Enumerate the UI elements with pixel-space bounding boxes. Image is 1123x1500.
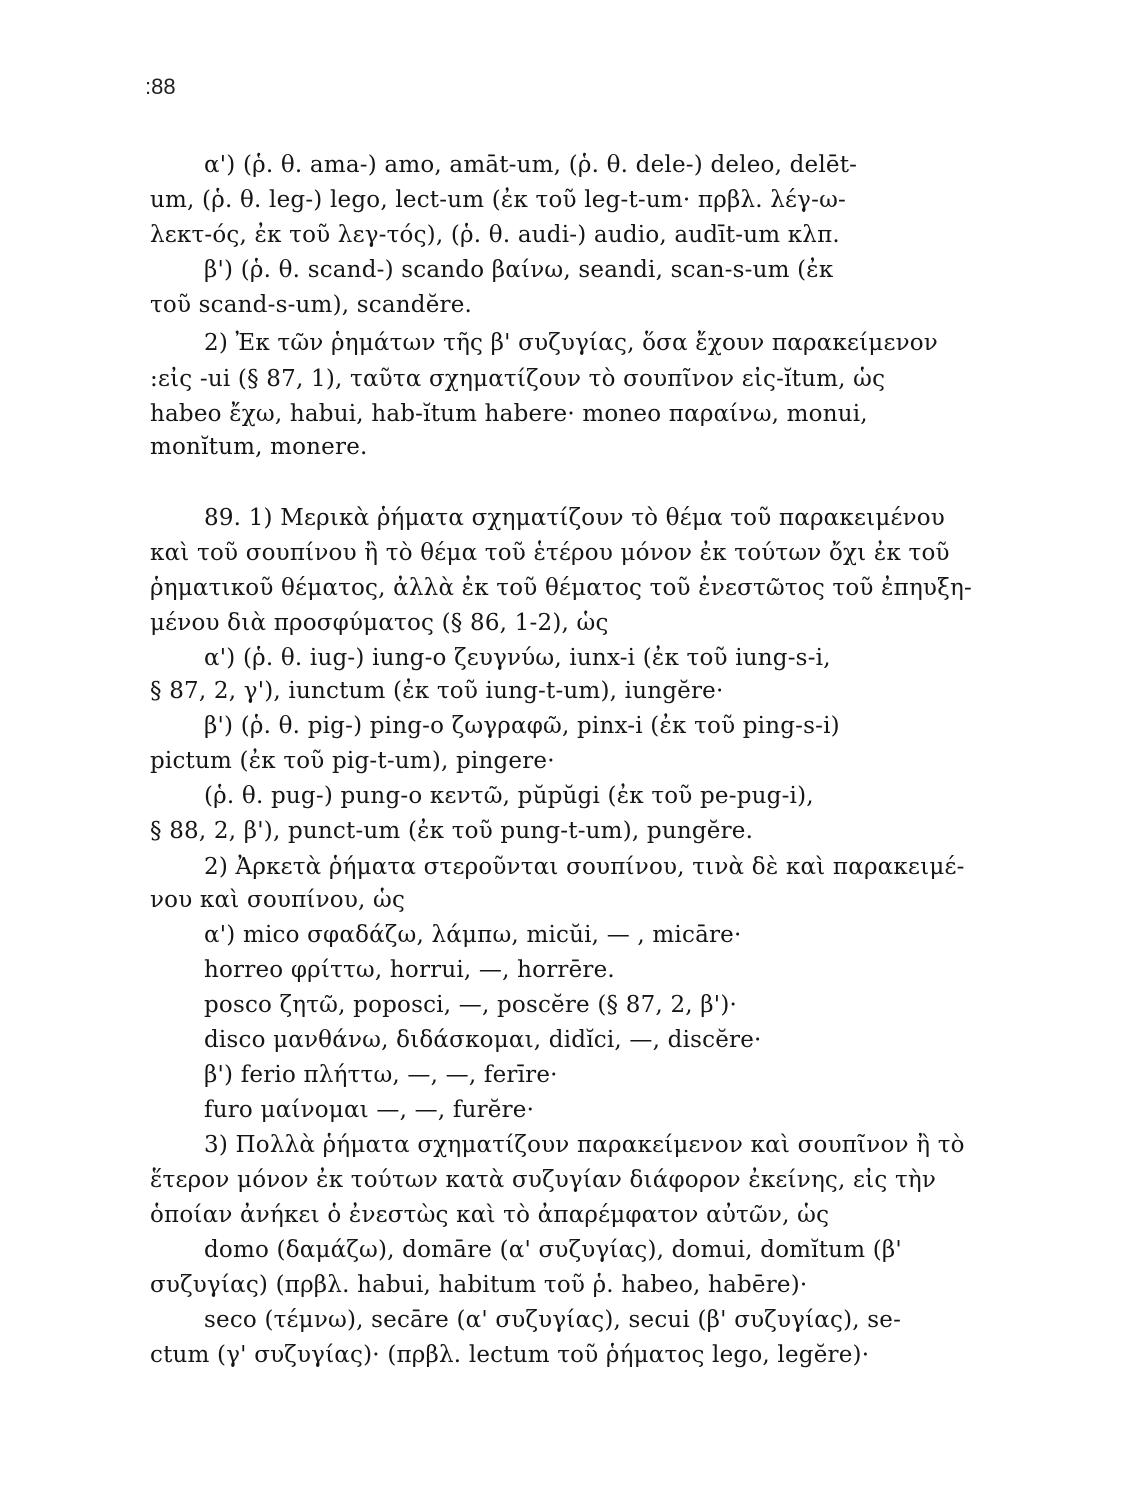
page-number: :88 (145, 74, 176, 99)
text-line: λεκτ-ός, ἐκ τοῦ λεγ-τός), (ῥ. θ. audi-) audio, audīt-um κλπ. (150, 222, 840, 248)
text-line: § 87, 2, γ'), iunctum (ἐκ τοῦ iung-t-um), iungĕre· (150, 678, 724, 704)
text-line: καὶ τοῦ σουπίνου ἢ τὸ θέμα τοῦ ἑτέρου μόνον ἐκ τούτων ὄχι ἐκ τοῦ (150, 540, 950, 566)
text-line: 2) Ἐκ τῶν ῥημάτων τῆς β' συζυγίας, ὅσα ἔχουν παρακείμενον (204, 330, 938, 356)
text-line: seco (τέμνω), secāre (α' συζυγίας), secui (β' συζυγίας), se- (204, 1307, 902, 1333)
text-line: 3) Πολλὰ ῥήματα σχηματίζουν παρακείμενον καὶ σουπῖνον ἢ τὸ (204, 1132, 965, 1158)
text-line: pictum (ἐκ τοῦ pig-t-um), pingere· (150, 748, 555, 774)
text-line: 2) Ἀρκετὰ ῥήματα στεροῦνται σουπίνου, τινὰ δὲ καὶ παρακειμέ- (204, 854, 965, 880)
text-line: :εἰς -ui (§ 87, 1), ταῦτα σχηματίζουν τὸ σουπῖνον εἰς-ĭtum, ὡς (150, 366, 886, 392)
text-line: (ῥ. θ. pug-) pung-o κεντῶ, pŭpŭgi (ἐκ τοῦ pe-pug-i), (204, 783, 814, 809)
text-line: domo (δαμάζω), domāre (α' συζυγίας), domui, domĭtum (β' (204, 1237, 902, 1263)
text-line: habeo ἔχω, habui, hab-ĭtum habere· moneo παραίνω, monui, (150, 401, 868, 427)
text-line: συζυγίας) (πρβλ. habui, habitum τοῦ ῥ. habeo, habēre)· (150, 1272, 808, 1298)
text-line: ἕτερον μόνον ἐκ τούτων κατὰ συζυγίαν διάφορον ἐκείνης, εἰς τὴν (150, 1167, 937, 1193)
text-line: μένου διὰ προσφύματος (§ 86, 1-2), ὡς (150, 610, 609, 636)
text-line: ctum (γ' συζυγίας)· (πρβλ. lectum τοῦ ῥήματος lego, legĕre)· (150, 1342, 870, 1368)
text-line: § 88, 2, β'), punct-um (ἐκ τοῦ pung-t-um), pungĕre. (150, 818, 754, 844)
text-line: β') ferio πλήττω, —, —, ferīre· (204, 1062, 558, 1088)
text-line: furo μαίνομαι —, —, furĕre· (204, 1097, 535, 1123)
text-line: disco μανθάνω, διδάσκομαι, didĭci, —, discĕre· (204, 1027, 762, 1053)
text-line: ῥηματικοῦ θέματος, ἀλλὰ ἐκ τοῦ θέματος τοῦ ἐνεστῶτος τοῦ ἐπηυξη- (150, 575, 972, 601)
text-line: horreo φρίττω, horrui, —, horrēre. (204, 957, 615, 983)
text-line: um, (ῥ. θ. leg-) lego, lect-um (ἐκ τοῦ leg-t-um· πρβλ. λέγ-ω- (150, 187, 846, 213)
text-line: νου καὶ σουπίνου, ὡς (150, 887, 406, 913)
text-line: α') mico σφαδάζω, λάμπω, micŭi, — , micāre· (204, 922, 742, 948)
text-line: β') (ῥ. θ. scand-) scando βαίνω, seandi, scan-s-um (ἐκ (204, 257, 834, 283)
text-line: 89. 1) Μερικὰ ῥήματα σχηματίζουν τὸ θέμα τοῦ παρακειμένου (204, 505, 945, 531)
text-line: α') (ῥ. θ. ama-) amo, amāt-um, (ῥ. θ. dele-) deleo, delēt- (204, 152, 858, 178)
text-line: monĭtum, monere. (150, 434, 368, 460)
text-line: τοῦ scand-s-um), scandĕre. (150, 292, 473, 318)
text-line: posco ζητῶ, poposci, —, poscĕre (§ 87, 2, β')· (204, 992, 738, 1018)
text-line: α') (ῥ. θ. iug-) iung-o ζευγνύω, iunx-i (ἐκ τοῦ iung-s-i, (204, 645, 831, 671)
text-line: ὁποίαν ἀνήκει ὁ ἐνεστὼς καὶ τὸ ἀπαρέμφατον αὐτῶν, ὡς (150, 1202, 830, 1228)
text-line: β') (ῥ. θ. pig-) ping-o ζωγραφῶ, pinx-i (ἐκ τοῦ ping-s-i) (204, 713, 840, 739)
